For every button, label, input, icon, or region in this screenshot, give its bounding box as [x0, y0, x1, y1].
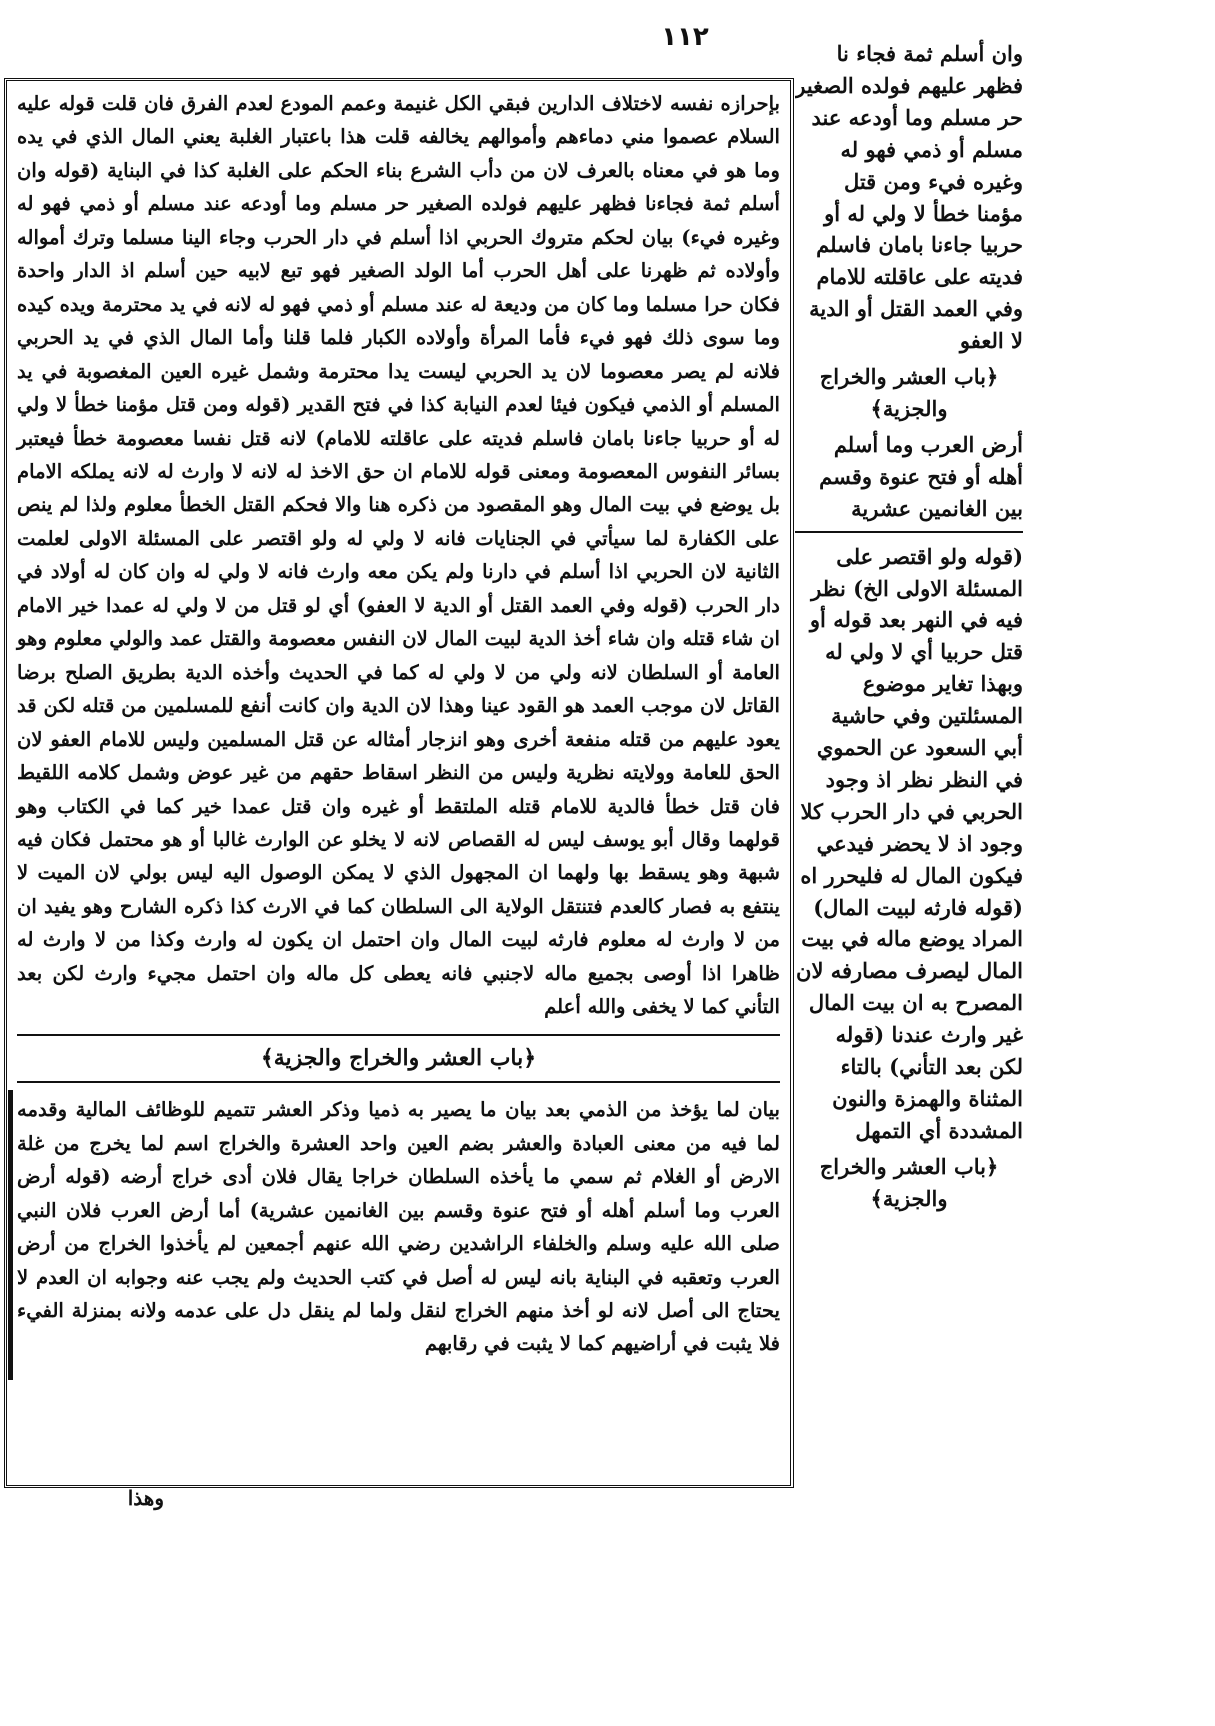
margin-matn-text-2: أرض العرب وما أسلم أهله أو فتح عنوة وقسم بين الغانمين عشرية: [819, 431, 1023, 521]
chapter-heading: ﴿باب العشر والخراج والجزية﴾: [260, 1044, 537, 1071]
margin-chapter-heading: ﴿باب العشر والخراج والجزية﴾: [819, 364, 999, 421]
footer-catchword: وهذا: [127, 1486, 164, 1510]
chapter-heading-box: [17, 1034, 780, 1084]
page-number: ١١٢: [661, 22, 709, 52]
main-paragraph-1: بإحرازه نفسه لاختلاف الدارين فبقي الكل غنيمة وعمم المودع لعدم الفرق فان قلت قوله عليه السلام عصموا مني دماءهم وأموالهم يخالفه قلت هذا باعتبار الغلبة يعني المال الذي في يده وما هو في معناه بالعرف لان من دأب الشرع بناء الحكم على الغلبة كذا في البناية (قوله وان أسلم ثمة فجاءنا فظهر عليهم فولده الصغير حر مسلم وما أودعه عند مسلم أو ذمي فهو له وغيره فيء) بيان لحكم متروك الحربي اذا أسلم في دار الحرب وجاء الينا مسلما وترك أمواله وأولاده ثم ظهرنا على أهل الحرب أما الولد الصغير فهو تبع لابيه حين أسلم اذ الدار واحدة فكان حرا مسلما وما كان من وديعة له عند مسلم أو ذمي فهو له لانه في يد محترمة ويده كيده وما سوى ذلك فهو فيء فأما المرأة وأولاده الكبار فلما قلنا وأما المال الذي في يد الحربي فلانه لم يصر معصوما لان يد الحربي ليست يدا محترمة وشمل غيره العين المغصوبة في يد المسلم أو الذمي فيكون فيئا لعدم النيابة كذا في فتح القدير (قوله ومن قتل مؤمنا خطأ لا ولي له أو حربيا جاءنا بامان فاسلم فديته على عاقلته للامام) لانه قتل نفسا معصومة خطأ فيعتبر بسائر النفوس المعصومة ومعنى قوله للامام ان حق الاخذ له لانه لا وارث له لانه يملكه الامام بل يوضع في بيت المال وهو المقصود من ذكره هنا والا فحكم القتل الخطأ معلوم ولذا لم ينص على الكفارة لما سيأتي في الجنايات فانه لا ولي له ولو اقتصر على المسئلة الاولى لعلمت الثانية لان الحربي اذا أسلم في دارنا ولم يكن معه وارث فانه لا ولي له وان كان له أولاد في دار الحرب (قوله وفي العمد القتل أو الدية لا العفو) أي لو قتل من لا ولي له عمدا خير الامام ان شاء قتله وان شاء أخذ الدية لبيت المال لان النفس معصومة والقتل عمد والولي معلوم وهو العامة أو السلطان لانه ولي من لا ولي له كما في الحديث وأخذه الدية بطريق الصلح برضا القاتل لان موجب العمد هو القود عينا وهذا لان الدية وان كانت أنفع للمسلمين من قتله لكن قد يعود عليهم من قتله منفعة أخرى وهو انزجار أمثاله عن قتل المسلمين وليس للامام العفو لان الحق للعامة وولايته نظرية وليس من النظر اسقاط حقهم من غير عوض وشمل كلامه اللقيط فان قتل خطأ فالدية للامام قتله الملتقط أو غيره وان قتل عمدا خير كما في الكتاب وهو قولهما وقال أبو يوسف ليس له القصاص لانه لا يخلو عن الوارث غالبا أو هو محتمل فكان فيه شبهة وهو يسقط بها ولهما ان المجهول الذي لا يمكن الوصول اليه ليس بولي لان الميت لا ينتفع به فصار كالعدم فتنتقل الولاية الى السلطان كما في الارث كذا ذكره الشارح وهو يفيد ان من لا وارث له معلوم فارثه لبيت المال وان احتمل ان يكون له وارث وكذا من لا وارث له ظاهرا اذا أوصى بجميع ماله لاجنبي فانه يعطى كل ماله وان احتمل مجيء وارث لكن بعد التأني كما لا يخفى والله أعلم: [17, 92, 780, 1019]
margin-matn-text: وان أسلم ثمة فجاء نا فظهر عليهم فولده الصغير حر مسلم وما أودعه عند مسلم أو ذمي فهو له وغيره فيء ومن قتل مؤمنا خطأ لا ولي له أو حربيا جاءنا بامان فاسلم فديته على عاقلته للامام وفي العمد القتل أو الدية لا العفو: [795, 41, 1023, 354]
margin-closing-heading: ﴿باب العشر والخراج والجزية﴾: [819, 1153, 999, 1211]
main-text-frame: [4, 78, 794, 1488]
binding-edge-bar: [8, 1090, 13, 1380]
margin-commentary: (قوله ولو اقتصر على المسئلة الاولى الخ) نظر فيه في النهر بعد قوله أو قتل حربيا أي لا ولي له وبهذا تغاير موضوع المسئلتين وفي حاشية أبي السعود عن الحموي في النظر نظر اذ وجود الحربي في دار الحرب كلا وجود اذ لا يحضر فيدعي فيكون المال له فليحرر اه (قوله فارثه لبيت المال) المراد يوضع ماله في بيت المال ليصرف مصارفه لان المصرح به ان بيت المال غير وارث عندنا (قوله لكن بعد التأني) بالتاء المثناة والهمزة والنون المشددة أي التمهل: [796, 543, 1023, 1143]
main-paragraph-2: بيان لما يؤخذ من الذمي بعد بيان ما يصير به ذميا وذكر العشر تتميم للوظائف المالية وقدمه لما فيه من معنى العبادة والعشر بضم العين واحد العشرة والخراج اسم لما يخرج من غلة الارض أو الغلام ثم سمي ما يأخذه السلطان خراجا يقال فلان أدى خراج أرضه (قوله أرض العرب وما أسلم أهله أو فتح عنوة وقسم بين الغانمين عشرية) أما أرض العرب فلان النبي صلى الله عليه وسلم والخلفاء الراشدين رضي الله عنهم أجمعين لم يأخذوا الخراج من أرض العرب وتعقبه في البناية بانه ليس له أصل في كتب الحديث ولم يجب عنه وجوابه ان العدم لا يحتاج الى أصل لانه لو أخذ منهم الخراج لنقل ولما لم ينقل دل على عدمه ولانه بمنزلة الفيء فلا يثبت في أراضيهم كما لا يثبت في رقابهم: [17, 1098, 780, 1356]
margin-column: [795, 38, 1023, 1578]
margin-divider: [795, 531, 1023, 533]
